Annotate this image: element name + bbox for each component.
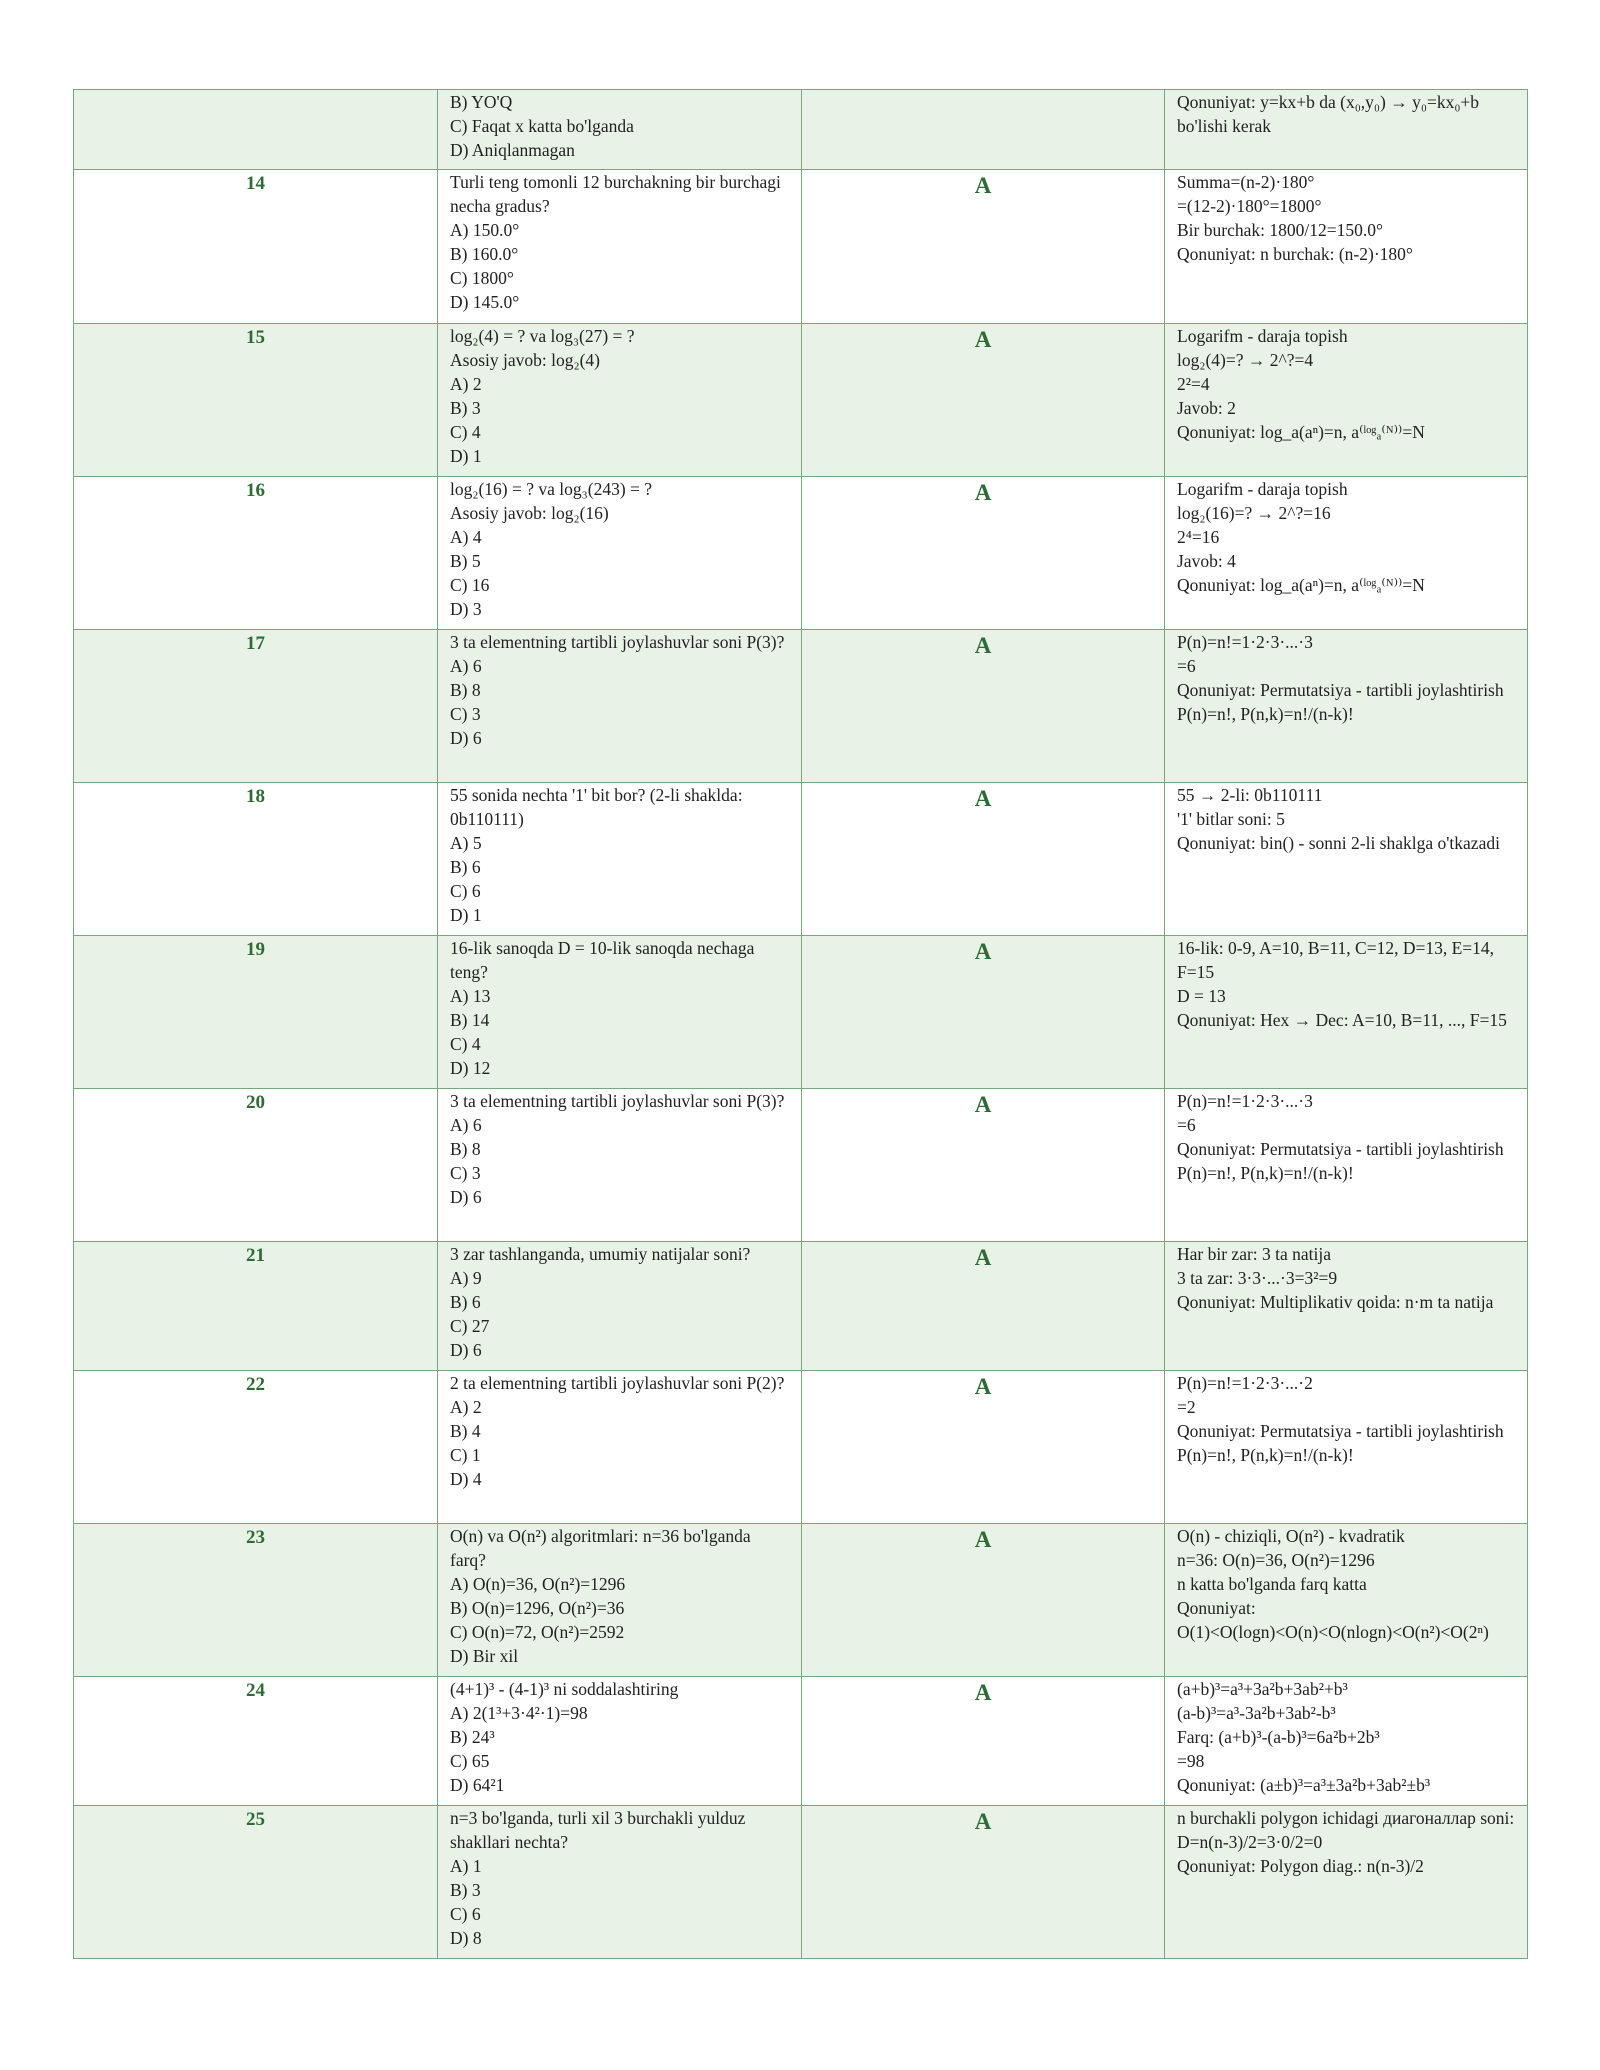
question-number: 25	[74, 1806, 438, 1959]
option-line: D) 64²1	[450, 1775, 505, 1795]
option-line: C) 3	[450, 1163, 481, 1183]
option-line: A) 2	[450, 1397, 482, 1417]
option-line: C) 16	[450, 575, 490, 595]
solution-line: Qonuniyat: n burchak: (n-2)·180°	[1177, 244, 1413, 264]
question-number: 18	[74, 783, 438, 936]
option-line: B) 24³	[450, 1727, 495, 1747]
question-number: 17	[74, 630, 438, 783]
option-line: D) Bir xil	[450, 1646, 519, 1666]
solution-line: Javob: 4	[1177, 551, 1236, 571]
option-line: B) 14	[450, 1010, 490, 1030]
option-line: C) 6	[450, 1904, 481, 1924]
option-line: A) 6	[450, 656, 482, 676]
answer-table-body	[74, 90, 1528, 1959]
solution-line: =6	[1177, 656, 1196, 676]
table-row	[74, 170, 1528, 324]
option-line: C) 4	[450, 1034, 481, 1054]
question-text: 55 sonida nechta '1' bit bor? (2-li shaklda: 0b110111)	[450, 785, 743, 829]
question-text: n=3 bo'lganda, turli xil 3 burchakli yulduz shakllari nechta?	[450, 1808, 746, 1852]
solution-line: 2⁴=16	[1177, 527, 1220, 547]
solution-line: log₂(4)=? → 2^?=4	[1177, 350, 1314, 370]
solution-line: 2²=4	[1177, 374, 1210, 394]
solution-line: Logarifm - daraja topish	[1177, 326, 1348, 346]
solution-line: Har bir zar: 3 ta natija	[1177, 1244, 1332, 1264]
option-line: A) O(n)=36, O(n²)=1296	[450, 1574, 626, 1594]
solution-line: Qonuniyat: Permutatsiya - tartibli joylashtirish	[1177, 1139, 1504, 1159]
option-line: D) 6	[450, 728, 482, 748]
option-line: D) 145.0°	[450, 292, 520, 312]
solution-line: Logarifm - daraja topish	[1177, 479, 1348, 499]
option-line: A) 4	[450, 527, 482, 547]
option-line: B) 8	[450, 1139, 481, 1159]
option-line: B) 3	[450, 1880, 481, 1900]
table-row	[74, 783, 1528, 936]
solution-line: Qonuniyat: log_a(aⁿ)=n, a⁽ˡᵒᵍₐ⁽ᴺ⁾⁾=N	[1177, 422, 1425, 442]
correct-answer: A	[802, 1524, 1165, 1677]
solution-cell	[1165, 630, 1528, 783]
correct-answer: A	[802, 783, 1165, 936]
table-row	[74, 90, 1528, 170]
option-line: C) O(n)=72, O(n²)=2592	[450, 1622, 625, 1642]
solution-line: P(n)=n!=1·2·3·...·3	[1177, 1091, 1313, 1111]
solution-line: Bir burchak: 1800/12=150.0°	[1177, 220, 1383, 240]
option-line: A) 1	[450, 1856, 482, 1876]
solution-line: Farq: (a+b)³-(a-b)³=6a²b+2b³	[1177, 1727, 1380, 1747]
question-number: 22	[74, 1371, 438, 1524]
option-line: D) 1	[450, 905, 482, 925]
option-line: B) 5	[450, 551, 481, 571]
solution-line: Qonuniyat:	[1177, 1598, 1256, 1618]
solution-line: '1' bitlar soni: 5	[1177, 809, 1285, 829]
solution-line: Qonuniyat: bin() - sonni 2-li shaklga o'tkazadi	[1177, 833, 1500, 853]
solution-line: =2	[1177, 1397, 1196, 1417]
table-row	[74, 1524, 1528, 1677]
solution-line: Javob: 2	[1177, 398, 1236, 418]
solution-line: Qonuniyat: Polygon diag.: n(n-3)/2	[1177, 1856, 1424, 1876]
solution-line: log₂(16)=? → 2^?=16	[1177, 503, 1331, 523]
solution-line: n=36: O(n)=36, O(n²)=1296	[1177, 1550, 1375, 1570]
option-line: B) 6	[450, 857, 481, 877]
option-line: B) 4	[450, 1421, 481, 1441]
solution-line: P(n)=n!=1·2·3·...·3	[1177, 632, 1313, 652]
question-number: 19	[74, 936, 438, 1089]
option-line: B) 8	[450, 680, 481, 700]
question-number	[74, 90, 438, 170]
solution-cell	[1165, 170, 1528, 324]
solution-line: Qonuniyat: (a±b)³=a³±3a²b+3ab²±b³	[1177, 1775, 1431, 1795]
solution-line: P(n)=n!, P(n,k)=n!/(n-k)!	[1177, 704, 1354, 724]
option-line: B) 3	[450, 398, 481, 418]
solution-line: Summa=(n-2)·180°	[1177, 172, 1315, 192]
question-text: 16-lik sanoqda D = 10-lik sanoqda nechaga teng?	[450, 938, 755, 982]
solution-line: (a+b)³=a³+3a²b+3ab²+b³	[1177, 1679, 1348, 1699]
option-line: B) 6	[450, 1292, 481, 1312]
question-text: (4+1)³ - (4-1)³ ni soddalashtiring	[450, 1679, 679, 1699]
correct-answer: A	[802, 1806, 1165, 1959]
option-line: D) Aniqlanmagan	[450, 140, 575, 160]
solution-line: P(n)=n!, P(n,k)=n!/(n-k)!	[1177, 1445, 1354, 1465]
table-row	[74, 1677, 1528, 1806]
solution-line: (a-b)³=a³-3a²b+3ab²-b³	[1177, 1703, 1336, 1723]
question-cell	[438, 477, 802, 630]
table-row	[74, 324, 1528, 477]
table-row	[74, 477, 1528, 630]
question-text: 2 ta elementning tartibli joylashuvlar soni P(2)?	[450, 1373, 785, 1393]
correct-answer: A	[802, 1371, 1165, 1524]
question-number: 24	[74, 1677, 438, 1806]
answer-table	[73, 89, 1528, 1959]
option-line: C) 3	[450, 704, 481, 724]
option-line: A) 6	[450, 1115, 482, 1135]
table-row	[74, 630, 1528, 783]
question-number: 15	[74, 324, 438, 477]
solution-line: O(1)<O(logn)<O(n)<O(nlogn)<O(n²)<O(2ⁿ)	[1177, 1622, 1489, 1642]
question-cell	[438, 324, 802, 477]
question-text: O(n) va O(n²) algoritmlari: n=36 bo'lganda farq?	[450, 1526, 751, 1570]
option-line: B) 160.0°	[450, 244, 519, 264]
question-cell	[438, 630, 802, 783]
solution-cell	[1165, 1242, 1528, 1371]
solution-line: n katta bo'lganda farq katta	[1177, 1574, 1367, 1594]
question-cell	[438, 783, 802, 936]
question-cell	[438, 1242, 802, 1371]
question-text: log₂(16) = ? va log₃(243) = ?	[450, 479, 653, 499]
option-line: C) 65	[450, 1751, 490, 1771]
option-line: C) 1	[450, 1445, 481, 1465]
question-cell	[438, 1524, 802, 1677]
option-line: C) 6	[450, 881, 481, 901]
table-row	[74, 1371, 1528, 1524]
question-cell	[438, 90, 802, 170]
question-text: 3 ta elementning tartibli joylashuvlar soni P(3)?	[450, 1091, 785, 1111]
option-line: A) 2(1³+3·4²·1)=98	[450, 1703, 588, 1723]
question-cell	[438, 1806, 802, 1959]
option-line: D) 6	[450, 1187, 482, 1207]
question-cell	[438, 1371, 802, 1524]
table-row	[74, 1089, 1528, 1242]
solution-cell	[1165, 1806, 1528, 1959]
correct-answer	[802, 90, 1165, 170]
solution-line: =(12-2)·180°=1800°	[1177, 196, 1322, 216]
correct-answer: A	[802, 477, 1165, 630]
solution-line: 3 ta zar: 3·3·...·3=3²=9	[1177, 1268, 1338, 1288]
solution-line: Qonuniyat: log_a(aⁿ)=n, a⁽ˡᵒᵍₐ⁽ᴺ⁾⁾=N	[1177, 575, 1425, 595]
option-line: C) 1800°	[450, 268, 514, 288]
option-line: A) 2	[450, 374, 482, 394]
option-line: D) 6	[450, 1340, 482, 1360]
option-line: A) 13	[450, 986, 491, 1006]
question-number: 14	[74, 170, 438, 324]
table-row	[74, 936, 1528, 1089]
question-text: B) YO'Q	[450, 92, 513, 112]
solution-cell	[1165, 90, 1528, 170]
question-cell	[438, 1677, 802, 1806]
solution-cell	[1165, 324, 1528, 477]
option-line: C) Faqat x katta bo'lganda	[450, 116, 634, 136]
question-text: 3 zar tashlanganda, umumiy natijalar soni?	[450, 1244, 751, 1264]
solution-line: 16-lik: 0-9, A=10, B=11, C=12, D=13, E=14, F=15	[1177, 938, 1495, 982]
option-line: C) 4	[450, 422, 481, 442]
option-line: Asosiy javob: log₂(16)	[450, 503, 609, 523]
solution-line: Qonuniyat: Permutatsiya - tartibli joylashtirish	[1177, 1421, 1504, 1441]
option-line: A) 150.0°	[450, 220, 520, 240]
question-cell	[438, 936, 802, 1089]
solution-line: n burchakli polygon ichidagi диагоналлар soni:	[1177, 1808, 1515, 1828]
question-number: 20	[74, 1089, 438, 1242]
solution-line: D=n(n-3)/2=3·0/2=0	[1177, 1832, 1323, 1852]
correct-answer: A	[802, 170, 1165, 324]
solution-cell	[1165, 783, 1528, 936]
correct-answer: A	[802, 1242, 1165, 1371]
solution-line: Qonuniyat: Permutatsiya - tartibli joylashtirish	[1177, 680, 1504, 700]
solution-line: O(n) - chiziqli, O(n²) - kvadratik	[1177, 1526, 1405, 1546]
question-text: log₂(4) = ? va log₃(27) = ?	[450, 326, 635, 346]
question-cell	[438, 170, 802, 324]
question-number: 21	[74, 1242, 438, 1371]
solution-cell	[1165, 477, 1528, 630]
question-text: Turli teng tomonli 12 burchakning bir burchagi necha gradus?	[450, 172, 781, 216]
option-line: A) 9	[450, 1268, 482, 1288]
solution-cell	[1165, 1371, 1528, 1524]
solution-line: P(n)=n!=1·2·3·...·2	[1177, 1373, 1313, 1393]
correct-answer: A	[802, 630, 1165, 783]
option-line: A) 5	[450, 833, 482, 853]
table-row	[74, 1806, 1528, 1959]
option-line: B) O(n)=1296, O(n²)=36	[450, 1598, 625, 1618]
solution-cell	[1165, 1089, 1528, 1242]
question-number: 23	[74, 1524, 438, 1677]
question-number: 16	[74, 477, 438, 630]
option-line: D) 8	[450, 1928, 482, 1948]
correct-answer: A	[802, 1677, 1165, 1806]
solution-line: P(n)=n!, P(n,k)=n!/(n-k)!	[1177, 1163, 1354, 1183]
option-line: D) 12	[450, 1058, 491, 1078]
question-cell	[438, 1089, 802, 1242]
solution-cell	[1165, 936, 1528, 1089]
solution-line: =6	[1177, 1115, 1196, 1135]
question-text: 3 ta elementning tartibli joylashuvlar soni P(3)?	[450, 632, 785, 652]
option-line: D) 1	[450, 446, 482, 466]
correct-answer: A	[802, 936, 1165, 1089]
correct-answer: A	[802, 1089, 1165, 1242]
solution-cell	[1165, 1677, 1528, 1806]
option-line: Asosiy javob: log₂(4)	[450, 350, 600, 370]
option-line: C) 27	[450, 1316, 490, 1336]
solution-line: Qonuniyat: Multiplikativ qoida: n·m ta natija	[1177, 1292, 1494, 1312]
correct-answer: A	[802, 324, 1165, 477]
solution-line: Qonuniyat: Hex → Dec: A=10, B=11, ..., F=15	[1177, 1010, 1507, 1030]
solution-line: Qonuniyat: y=kx+b da (x₀,y₀) → y₀=kx₀+b bo'lishi kerak	[1177, 92, 1480, 136]
option-line: D) 4	[450, 1469, 482, 1489]
solution-line: D = 13	[1177, 986, 1226, 1006]
option-line: D) 3	[450, 599, 482, 619]
solution-line: =98	[1177, 1751, 1205, 1771]
solution-line: 55 → 2-li: 0b110111	[1177, 785, 1323, 805]
table-row	[74, 1242, 1528, 1371]
solution-cell	[1165, 1524, 1528, 1677]
